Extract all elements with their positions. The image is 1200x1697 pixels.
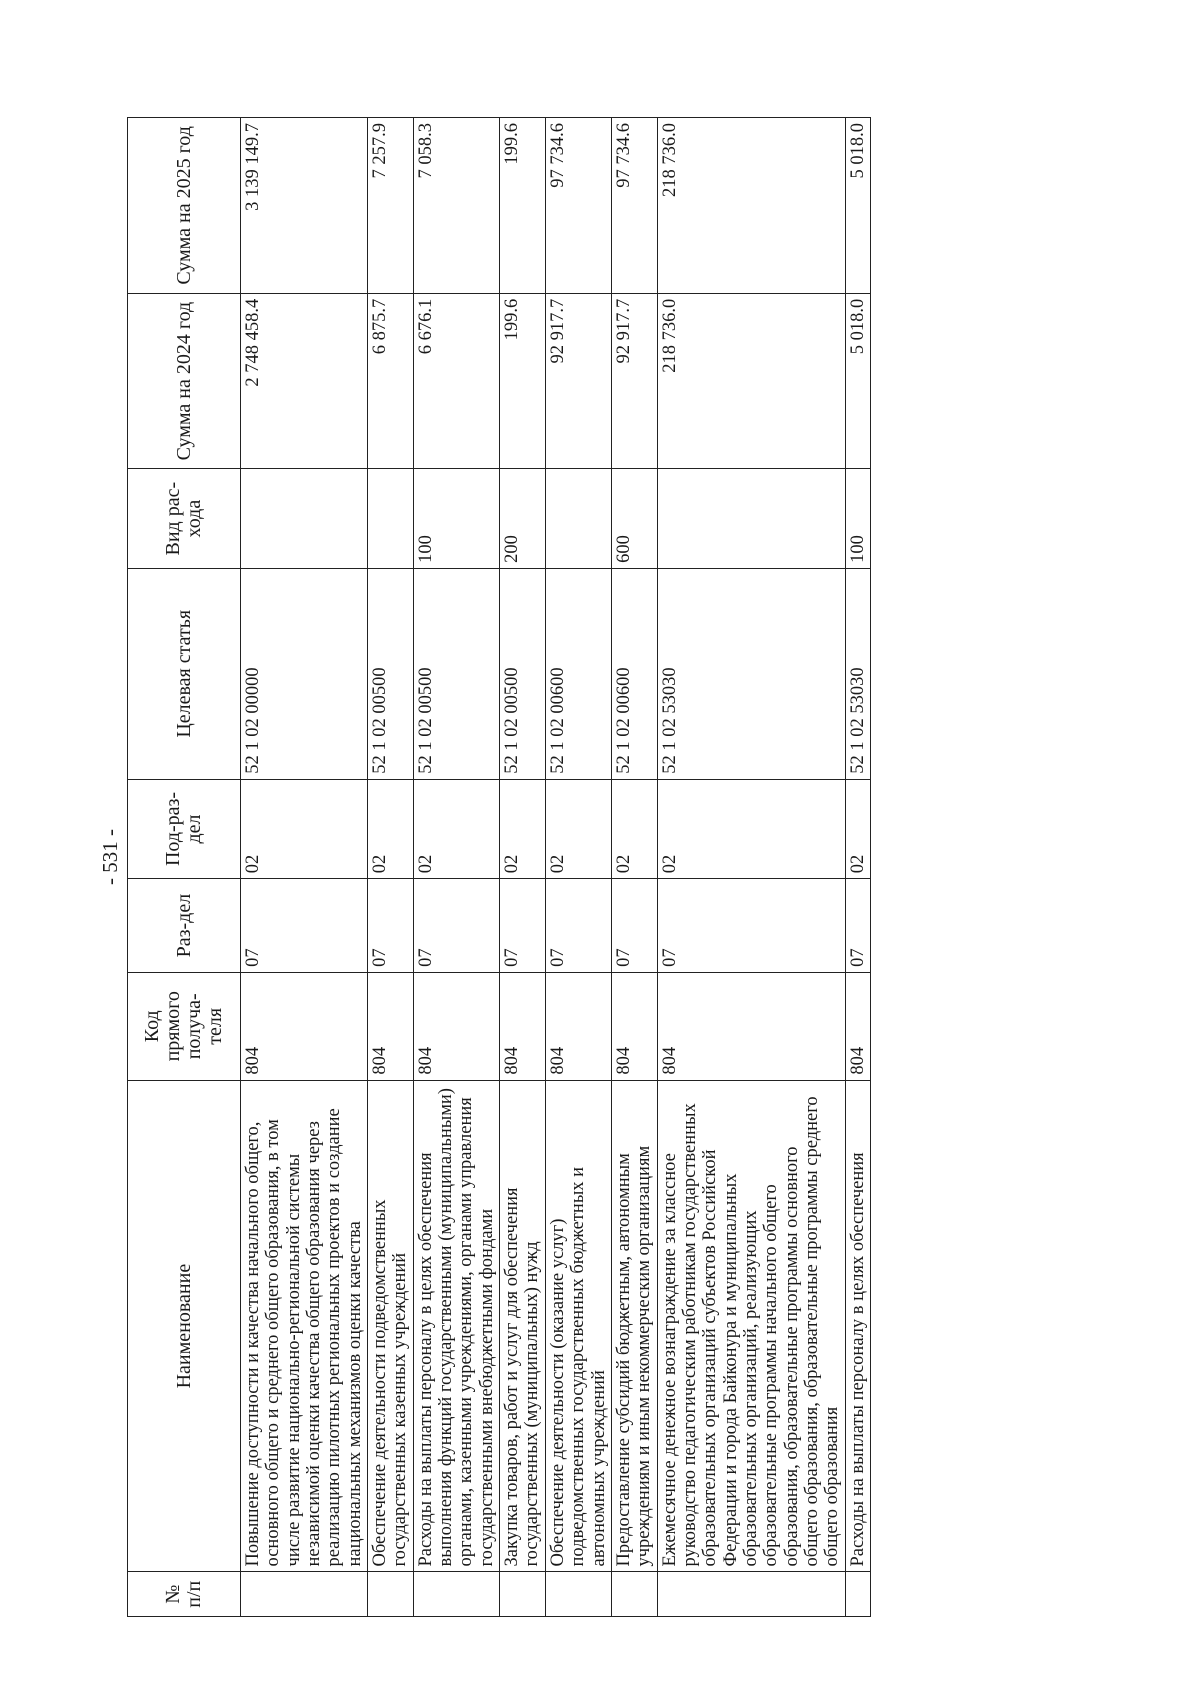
row-sum-2025: 97 734.6 <box>545 118 611 294</box>
row-sum-2024: 5 018.0 <box>845 293 870 469</box>
row-subsection: 02 <box>500 779 546 879</box>
row-subsection: 02 <box>545 779 611 879</box>
row-recipient-code: 804 <box>368 972 414 1080</box>
row-expense-type: 600 <box>611 469 657 569</box>
row-subsection: 02 <box>611 779 657 879</box>
row-sum-2024: 92 917.7 <box>611 293 657 469</box>
row-subsection: 02 <box>845 779 870 879</box>
row-name: Расходы на выплаты персоналу в целях обеспечения выполнения функций государственными (муниципальными) органами, казенными учреждениями, органами управления государственными внебюджетными фондами <box>413 1080 499 1572</box>
row-sum-2025: 7 058.3 <box>413 118 499 294</box>
row-np <box>413 1572 499 1617</box>
row-expense-type <box>545 469 611 569</box>
header-sum-2024: Сумма на 2024 год <box>128 293 241 469</box>
rotated-table-container <box>127 117 1057 1617</box>
row-subsection: 02 <box>368 779 414 879</box>
row-target-article: 52 1 02 00600 <box>545 568 611 779</box>
row-sum-2024: 218 736.0 <box>657 293 845 469</box>
row-np <box>500 1572 546 1617</box>
row-name: Ежемесячное денежное вознаграждение за классное руководство педагогическим работникам государственных образовательных организаций субъектов Российской Федерации и города Байконура и муниципальных образовательных организаций, реализующих образовательные программы начального общего образования, образовательные программы основного общего образования, образовательные программы среднего общего образования <box>657 1080 845 1572</box>
row-expense-type <box>657 469 845 569</box>
row-expense-type: 100 <box>413 469 499 569</box>
row-expense-type <box>368 469 414 569</box>
budget-table-sheet <box>127 117 1057 1617</box>
row-name: Закупка товаров, работ и услуг для обеспечения государственных (муниципальных) нужд <box>500 1080 546 1572</box>
row-sum-2025: 5 018.0 <box>845 118 870 294</box>
row-section: 07 <box>611 879 657 973</box>
row-expense-type: 100 <box>845 469 870 569</box>
row-recipient-code: 804 <box>500 972 546 1080</box>
row-name: Расходы на выплаты персоналу в целях обеспечения <box>845 1080 870 1572</box>
row-recipient-code: 804 <box>845 972 870 1080</box>
header-row <box>128 118 241 1617</box>
row-sum-2025: 3 139 149.7 <box>241 118 368 294</box>
row-recipient-code: 804 <box>545 972 611 1080</box>
row-name: Предоставление субсидий бюджетным, автономным учреждениям и иным некоммерческим организациям <box>611 1080 657 1572</box>
row-recipient-code: 804 <box>241 972 368 1080</box>
row-np <box>611 1572 657 1617</box>
table-row <box>845 118 870 1617</box>
row-section: 07 <box>845 879 870 973</box>
row-name: Повышение доступности и качества начального общего, основного общего и среднего общего образования, в том числе развитие национально-региональной системы независимой оценки качества общего образования через реализацию пилотных региональных проектов и создание национальных механизмов оценки качества <box>241 1080 368 1572</box>
header-section: Раз-дел <box>128 879 241 973</box>
row-subsection: 02 <box>657 779 845 879</box>
row-name: Обеспечение деятельности подведомственных государственных казенных учреждений <box>368 1080 414 1572</box>
header-expense-type: Вид рас-хода <box>128 469 241 569</box>
table-row <box>368 118 414 1617</box>
row-sum-2025: 199.6 <box>500 118 546 294</box>
row-name: Обеспечение деятельности (оказание услуг) подведомственных государственных бюджетных и автономных учреждений <box>545 1080 611 1572</box>
row-recipient-code: 804 <box>611 972 657 1080</box>
row-sum-2025: 97 734.6 <box>611 118 657 294</box>
header-subsection: Под-раз-дел <box>128 779 241 879</box>
row-sum-2024: 199.6 <box>500 293 546 469</box>
header-name: Наименование <box>128 1080 241 1572</box>
header-np: № п/п <box>128 1572 241 1617</box>
row-expense-type <box>241 469 368 569</box>
page-number: - 531 - <box>98 829 122 885</box>
row-sum-2024: 92 917.7 <box>545 293 611 469</box>
row-sum-2025: 7 257.9 <box>368 118 414 294</box>
row-expense-type: 200 <box>500 469 546 569</box>
row-recipient-code: 804 <box>657 972 845 1080</box>
row-section: 07 <box>657 879 845 973</box>
row-np <box>545 1572 611 1617</box>
row-section: 07 <box>368 879 414 973</box>
row-target-article: 52 1 02 00600 <box>611 568 657 779</box>
table-row <box>611 118 657 1617</box>
row-sum-2024: 6 676.1 <box>413 293 499 469</box>
table-row <box>657 118 845 1617</box>
row-subsection: 02 <box>413 779 499 879</box>
row-target-article: 52 1 02 00500 <box>413 568 499 779</box>
header-target-article: Целевая статья <box>128 568 241 779</box>
row-sum-2025: 218 736.0 <box>657 118 845 294</box>
row-np <box>845 1572 870 1617</box>
row-target-article: 52 1 02 00500 <box>368 568 414 779</box>
row-section: 07 <box>413 879 499 973</box>
table-row <box>500 118 546 1617</box>
header-recipient-code: Код прямого получа-теля <box>128 972 241 1080</box>
budget-table <box>127 117 871 1617</box>
table-row <box>545 118 611 1617</box>
row-sum-2024: 6 875.7 <box>368 293 414 469</box>
row-section: 07 <box>500 879 546 973</box>
row-sum-2024: 2 748 458.4 <box>241 293 368 469</box>
row-target-article: 52 1 02 53030 <box>657 568 845 779</box>
row-np <box>657 1572 845 1617</box>
row-subsection: 02 <box>241 779 368 879</box>
row-np <box>241 1572 368 1617</box>
row-recipient-code: 804 <box>413 972 499 1080</box>
table-row <box>241 118 368 1617</box>
row-section: 07 <box>241 879 368 973</box>
header-sum-2025: Сумма на 2025 год <box>128 118 241 294</box>
row-target-article: 52 1 02 00000 <box>241 568 368 779</box>
row-target-article: 52 1 02 53030 <box>845 568 870 779</box>
row-np <box>368 1572 414 1617</box>
table-row <box>413 118 499 1617</box>
row-section: 07 <box>545 879 611 973</box>
row-target-article: 52 1 02 00500 <box>500 568 546 779</box>
